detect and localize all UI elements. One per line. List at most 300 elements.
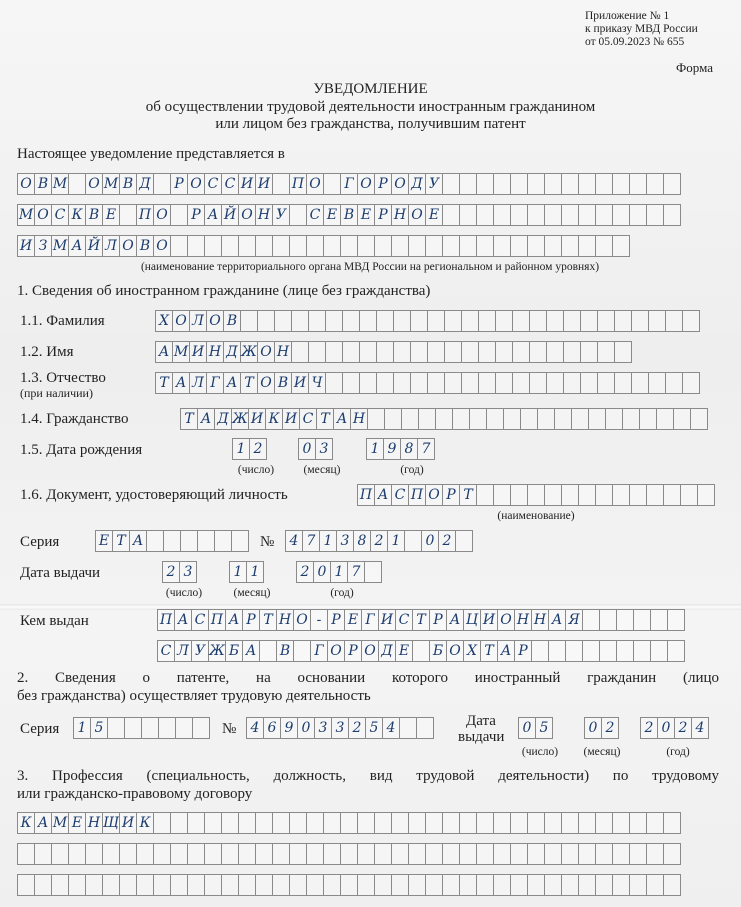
char-cell[interactable] [342, 310, 360, 332]
char-cell[interactable] [459, 874, 477, 896]
char-cell[interactable]: Е [395, 640, 413, 662]
char-cell[interactable] [323, 235, 341, 257]
char-cell[interactable]: - [310, 609, 328, 631]
char-cell[interactable] [85, 843, 103, 865]
char-cell[interactable] [238, 812, 256, 834]
issue-month-field[interactable] [229, 561, 263, 583]
char-cell[interactable] [221, 235, 239, 257]
char-cell[interactable]: В [119, 173, 137, 195]
char-cell[interactable] [376, 310, 394, 332]
char-cell[interactable]: Д [214, 408, 232, 430]
char-cell[interactable]: О [497, 609, 515, 631]
char-cell[interactable]: А [225, 609, 243, 631]
char-cell[interactable] [571, 408, 589, 430]
char-cell[interactable] [631, 310, 649, 332]
char-cell[interactable] [646, 812, 664, 834]
char-cell[interactable] [340, 235, 358, 257]
char-cell[interactable] [255, 843, 273, 865]
char-cell[interactable] [187, 235, 205, 257]
char-cell[interactable] [646, 484, 664, 506]
char-cell[interactable]: Н [206, 341, 224, 363]
char-cell[interactable] [493, 204, 511, 226]
char-cell[interactable] [204, 874, 222, 896]
char-cell[interactable] [259, 640, 277, 662]
char-cell[interactable]: С [395, 609, 413, 631]
char-cell[interactable]: О [257, 341, 275, 363]
char-cell[interactable]: О [306, 173, 324, 195]
char-cell[interactable] [495, 372, 513, 394]
char-cell[interactable]: И [255, 173, 273, 195]
char-cell[interactable]: 2 [640, 717, 658, 739]
char-cell[interactable] [257, 310, 275, 332]
char-cell[interactable]: Р [374, 204, 392, 226]
char-cell[interactable]: А [223, 372, 241, 394]
char-cell[interactable]: О [446, 640, 464, 662]
char-cell[interactable]: Р [170, 173, 188, 195]
char-cell[interactable]: Т [112, 530, 130, 552]
char-cell[interactable] [599, 609, 617, 631]
char-cell[interactable]: И [291, 372, 309, 394]
char-cell[interactable]: А [68, 235, 86, 257]
organ-row-2[interactable] [17, 204, 680, 226]
char-cell[interactable] [631, 372, 649, 394]
char-cell[interactable] [646, 843, 664, 865]
char-cell[interactable]: 4 [382, 717, 400, 739]
char-cell[interactable]: О [153, 235, 171, 257]
char-cell[interactable] [616, 609, 634, 631]
char-cell[interactable]: Н [255, 204, 273, 226]
char-cell[interactable]: Ч [308, 372, 326, 394]
char-cell[interactable] [272, 874, 290, 896]
char-cell[interactable] [639, 408, 657, 430]
char-cell[interactable]: И [248, 408, 266, 430]
char-cell[interactable] [663, 204, 681, 226]
char-cell[interactable]: Л [189, 372, 207, 394]
char-cell[interactable]: 3 [179, 561, 197, 583]
char-cell[interactable]: 7 [302, 530, 320, 552]
char-cell[interactable]: 8 [353, 530, 371, 552]
char-cell[interactable] [323, 812, 341, 834]
surname-field[interactable] [155, 310, 699, 332]
issue-day-field[interactable] [162, 561, 196, 583]
organ-row-3[interactable] [17, 235, 629, 257]
char-cell[interactable] [34, 843, 52, 865]
char-cell[interactable] [495, 341, 513, 363]
char-cell[interactable] [187, 812, 205, 834]
char-cell[interactable]: О [357, 173, 375, 195]
char-cell[interactable]: 1 [387, 530, 405, 552]
char-cell[interactable] [51, 874, 69, 896]
char-cell[interactable]: М [17, 204, 35, 226]
char-cell[interactable]: Н [85, 812, 103, 834]
char-cell[interactable] [340, 843, 358, 865]
char-cell[interactable] [476, 874, 494, 896]
char-cell[interactable]: К [136, 812, 154, 834]
char-cell[interactable] [554, 408, 572, 430]
patent-series-field[interactable] [73, 717, 209, 739]
char-cell[interactable] [476, 812, 494, 834]
char-cell[interactable] [605, 408, 623, 430]
char-cell[interactable] [595, 874, 613, 896]
char-cell[interactable]: У [191, 640, 209, 662]
char-cell[interactable]: В [340, 204, 358, 226]
char-cell[interactable]: А [172, 372, 190, 394]
char-cell[interactable]: С [51, 204, 69, 226]
char-cell[interactable] [289, 812, 307, 834]
char-cell[interactable]: С [391, 484, 409, 506]
char-cell[interactable] [614, 372, 632, 394]
char-cell[interactable] [578, 484, 596, 506]
char-cell[interactable]: Д [408, 173, 426, 195]
char-cell[interactable]: 0 [297, 717, 315, 739]
char-cell[interactable] [648, 372, 666, 394]
char-cell[interactable] [646, 204, 664, 226]
char-cell[interactable] [357, 235, 375, 257]
char-cell[interactable] [376, 372, 394, 394]
char-cell[interactable] [308, 310, 326, 332]
char-cell[interactable] [629, 204, 647, 226]
char-cell[interactable]: Е [344, 609, 362, 631]
char-cell[interactable] [527, 812, 545, 834]
char-cell[interactable] [561, 204, 579, 226]
char-cell[interactable] [393, 310, 411, 332]
char-cell[interactable]: Ж [231, 408, 249, 430]
patent-year-field[interactable] [640, 717, 708, 739]
char-cell[interactable] [461, 341, 479, 363]
char-cell[interactable] [221, 874, 239, 896]
char-cell[interactable] [546, 310, 564, 332]
char-cell[interactable]: 2 [249, 438, 267, 460]
char-cell[interactable]: А [548, 609, 566, 631]
char-cell[interactable]: Р [344, 640, 362, 662]
char-cell[interactable]: О [408, 204, 426, 226]
char-cell[interactable] [461, 372, 479, 394]
char-cell[interactable] [119, 843, 137, 865]
char-cell[interactable]: Р [327, 609, 345, 631]
char-cell[interactable]: М [51, 812, 69, 834]
char-cell[interactable] [648, 310, 666, 332]
char-cell[interactable]: В [136, 235, 154, 257]
char-cell[interactable] [51, 843, 69, 865]
char-cell[interactable] [561, 812, 579, 834]
char-cell[interactable] [512, 310, 530, 332]
char-cell[interactable] [459, 812, 477, 834]
char-cell[interactable] [384, 408, 402, 430]
char-cell[interactable]: 9 [280, 717, 298, 739]
char-cell[interactable] [629, 484, 647, 506]
char-cell[interactable] [476, 484, 494, 506]
char-cell[interactable] [476, 173, 494, 195]
char-cell[interactable] [291, 341, 309, 363]
char-cell[interactable] [493, 235, 511, 257]
char-cell[interactable]: Щ [102, 812, 120, 834]
char-cell[interactable] [459, 235, 477, 257]
char-cell[interactable] [612, 484, 630, 506]
char-cell[interactable]: Р [187, 204, 205, 226]
char-cell[interactable] [240, 310, 258, 332]
char-cell[interactable] [527, 484, 545, 506]
char-cell[interactable] [563, 341, 581, 363]
char-cell[interactable] [495, 310, 513, 332]
char-cell[interactable]: П [408, 484, 426, 506]
char-cell[interactable] [410, 310, 428, 332]
char-cell[interactable] [527, 204, 545, 226]
char-cell[interactable] [663, 843, 681, 865]
char-cell[interactable]: К [68, 204, 86, 226]
char-cell[interactable]: 8 [400, 438, 418, 460]
char-cell[interactable] [544, 235, 562, 257]
char-cell[interactable] [153, 812, 171, 834]
char-cell[interactable] [412, 640, 430, 662]
char-cell[interactable] [493, 874, 511, 896]
char-cell[interactable] [476, 204, 494, 226]
char-cell[interactable]: М [102, 173, 120, 195]
char-cell[interactable]: О [327, 640, 345, 662]
char-cell[interactable] [325, 372, 343, 394]
char-cell[interactable]: М [172, 341, 190, 363]
char-cell[interactable] [399, 717, 417, 739]
char-cell[interactable]: А [129, 530, 147, 552]
char-cell[interactable] [580, 372, 598, 394]
char-cell[interactable]: 4 [691, 717, 709, 739]
char-cell[interactable] [629, 812, 647, 834]
char-cell[interactable]: И [119, 812, 137, 834]
char-cell[interactable] [673, 408, 691, 430]
char-cell[interactable] [357, 843, 375, 865]
passport-series-field[interactable] [95, 530, 248, 552]
char-cell[interactable]: С [221, 173, 239, 195]
char-cell[interactable]: О [391, 173, 409, 195]
char-cell[interactable] [527, 235, 545, 257]
char-cell[interactable] [650, 609, 668, 631]
char-cell[interactable] [255, 235, 273, 257]
issue-year-field[interactable] [296, 561, 381, 583]
char-cell[interactable]: Л [189, 310, 207, 332]
char-cell[interactable]: С [157, 640, 175, 662]
char-cell[interactable] [359, 372, 377, 394]
id-document-field[interactable] [357, 484, 714, 506]
char-cell[interactable] [561, 235, 579, 257]
char-cell[interactable] [306, 843, 324, 865]
char-cell[interactable] [323, 874, 341, 896]
char-cell[interactable] [461, 310, 479, 332]
char-cell[interactable]: 9 [383, 438, 401, 460]
char-cell[interactable] [510, 484, 528, 506]
patronymic-field[interactable] [155, 372, 699, 394]
char-cell[interactable] [578, 204, 596, 226]
char-cell[interactable]: В [34, 173, 52, 195]
char-cell[interactable]: И [238, 173, 256, 195]
char-cell[interactable]: О [257, 372, 275, 394]
char-cell[interactable] [427, 372, 445, 394]
char-cell[interactable] [527, 874, 545, 896]
char-cell[interactable] [391, 812, 409, 834]
char-cell[interactable]: К [17, 812, 35, 834]
char-cell[interactable] [306, 812, 324, 834]
char-cell[interactable]: С [191, 609, 209, 631]
char-cell[interactable]: Й [221, 204, 239, 226]
char-cell[interactable]: Д [378, 640, 396, 662]
char-cell[interactable] [544, 843, 562, 865]
char-cell[interactable] [391, 235, 409, 257]
char-cell[interactable] [599, 640, 617, 662]
char-cell[interactable] [612, 235, 630, 257]
char-cell[interactable]: Б [429, 640, 447, 662]
char-cell[interactable] [401, 408, 419, 430]
char-cell[interactable]: 5 [365, 717, 383, 739]
char-cell[interactable]: 7 [417, 438, 435, 460]
char-cell[interactable] [667, 640, 685, 662]
char-cell[interactable]: 6 [263, 717, 281, 739]
char-cell[interactable] [416, 717, 434, 739]
char-cell[interactable] [427, 310, 445, 332]
char-cell[interactable] [663, 173, 681, 195]
char-cell[interactable] [478, 372, 496, 394]
char-cell[interactable] [667, 609, 685, 631]
char-cell[interactable]: А [374, 484, 392, 506]
char-cell[interactable]: Е [425, 204, 443, 226]
char-cell[interactable] [503, 408, 521, 430]
char-cell[interactable]: Р [374, 173, 392, 195]
char-cell[interactable]: Е [102, 204, 120, 226]
char-cell[interactable] [478, 310, 496, 332]
char-cell[interactable] [306, 874, 324, 896]
char-cell[interactable] [629, 843, 647, 865]
char-cell[interactable] [612, 173, 630, 195]
char-cell[interactable] [357, 812, 375, 834]
char-cell[interactable] [455, 530, 473, 552]
char-cell[interactable] [408, 874, 426, 896]
issued-by-row-1[interactable] [157, 609, 684, 631]
char-cell[interactable] [68, 843, 86, 865]
char-cell[interactable]: О [238, 204, 256, 226]
patent-day-field[interactable] [518, 717, 552, 739]
char-cell[interactable]: 2 [438, 530, 456, 552]
char-cell[interactable] [612, 812, 630, 834]
char-cell[interactable] [107, 717, 125, 739]
char-cell[interactable] [272, 235, 290, 257]
char-cell[interactable]: Р [242, 609, 260, 631]
char-cell[interactable] [367, 408, 385, 430]
char-cell[interactable]: П [136, 204, 154, 226]
char-cell[interactable]: 4 [246, 717, 264, 739]
char-cell[interactable] [340, 874, 358, 896]
char-cell[interactable] [376, 341, 394, 363]
char-cell[interactable]: 0 [657, 717, 675, 739]
char-cell[interactable] [444, 372, 462, 394]
char-cell[interactable] [442, 843, 460, 865]
char-cell[interactable] [187, 843, 205, 865]
char-cell[interactable] [582, 609, 600, 631]
name-field[interactable] [155, 341, 631, 363]
char-cell[interactable]: Ж [208, 640, 226, 662]
char-cell[interactable]: Д [223, 341, 241, 363]
char-cell[interactable] [565, 640, 583, 662]
char-cell[interactable]: А [242, 640, 260, 662]
char-cell[interactable]: Н [531, 609, 549, 631]
char-cell[interactable]: П [157, 609, 175, 631]
char-cell[interactable]: И [17, 235, 35, 257]
char-cell[interactable] [548, 640, 566, 662]
char-cell[interactable] [646, 173, 664, 195]
birth-year-field[interactable] [366, 438, 434, 460]
char-cell[interactable] [357, 874, 375, 896]
char-cell[interactable]: В [274, 372, 292, 394]
char-cell[interactable] [170, 204, 188, 226]
char-cell[interactable] [578, 812, 596, 834]
char-cell[interactable]: Й [85, 235, 103, 257]
char-cell[interactable]: Т [155, 372, 173, 394]
char-cell[interactable] [68, 173, 86, 195]
char-cell[interactable] [274, 310, 292, 332]
char-cell[interactable]: 0 [313, 561, 331, 583]
char-cell[interactable] [153, 843, 171, 865]
char-cell[interactable] [204, 235, 222, 257]
char-cell[interactable] [544, 874, 562, 896]
char-cell[interactable] [595, 235, 613, 257]
char-cell[interactable] [364, 561, 382, 583]
char-cell[interactable] [680, 484, 698, 506]
profession-row-3[interactable] [17, 874, 680, 896]
char-cell[interactable] [529, 310, 547, 332]
char-cell[interactable] [425, 812, 443, 834]
char-cell[interactable] [391, 874, 409, 896]
char-cell[interactable] [595, 843, 613, 865]
char-cell[interactable]: П [289, 173, 307, 195]
patent-month-field[interactable] [584, 717, 618, 739]
char-cell[interactable]: 4 [285, 530, 303, 552]
char-cell[interactable] [175, 717, 193, 739]
char-cell[interactable]: Д [136, 173, 154, 195]
char-cell[interactable]: О [153, 204, 171, 226]
char-cell[interactable] [597, 310, 615, 332]
char-cell[interactable]: Г [310, 640, 328, 662]
char-cell[interactable] [404, 530, 422, 552]
char-cell[interactable] [452, 408, 470, 430]
char-cell[interactable] [272, 812, 290, 834]
char-cell[interactable]: О [187, 173, 205, 195]
char-cell[interactable] [512, 341, 530, 363]
char-cell[interactable] [595, 484, 613, 506]
char-cell[interactable]: Г [361, 609, 379, 631]
char-cell[interactable]: 3 [336, 530, 354, 552]
char-cell[interactable]: 2 [162, 561, 180, 583]
char-cell[interactable]: Н [391, 204, 409, 226]
patent-number-field[interactable] [246, 717, 433, 739]
char-cell[interactable] [238, 843, 256, 865]
char-cell[interactable]: И [378, 609, 396, 631]
char-cell[interactable]: 0 [421, 530, 439, 552]
char-cell[interactable] [493, 812, 511, 834]
char-cell[interactable] [563, 372, 581, 394]
char-cell[interactable] [510, 874, 528, 896]
char-cell[interactable] [546, 372, 564, 394]
char-cell[interactable]: В [85, 204, 103, 226]
char-cell[interactable] [238, 874, 256, 896]
char-cell[interactable] [340, 812, 358, 834]
birth-month-field[interactable] [298, 438, 332, 460]
char-cell[interactable]: О [119, 235, 137, 257]
char-cell[interactable] [136, 843, 154, 865]
char-cell[interactable] [595, 812, 613, 834]
char-cell[interactable]: 0 [584, 717, 602, 739]
char-cell[interactable] [510, 204, 528, 226]
char-cell[interactable] [580, 310, 598, 332]
passport-number-field[interactable] [285, 530, 472, 552]
char-cell[interactable] [444, 310, 462, 332]
char-cell[interactable] [646, 874, 664, 896]
char-cell[interactable] [529, 372, 547, 394]
